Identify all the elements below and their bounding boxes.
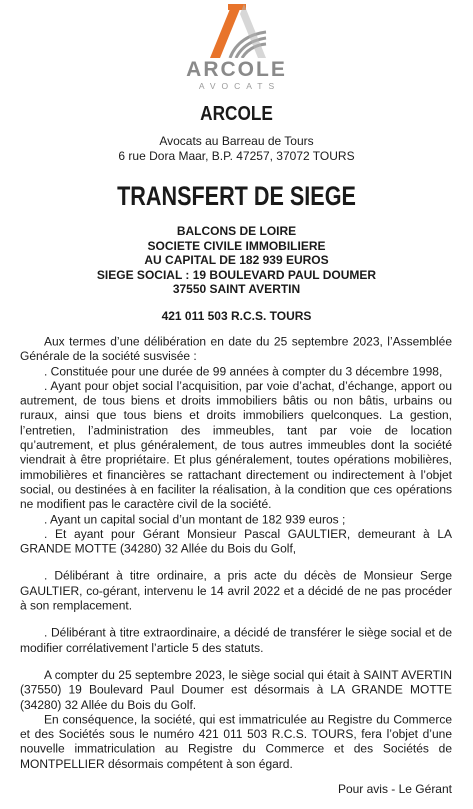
company-city: 37550 SAINT AVERTIN: [172, 282, 301, 296]
arcole-logo: [0, 2, 473, 91]
body-intro: Aux termes d’une délibération en date du 25 septembre 2023, l’Assemblée Générale de la société susvisée :: [20, 335, 452, 364]
signature: Pour avis - Le Gérant: [337, 782, 452, 796]
company-name: BALCONS DE LOIRE: [176, 224, 297, 238]
company-capital: AU CAPITAL DE 182 939 EUROS: [144, 253, 329, 267]
firm-line-bar: Avocats au Barreau de Tours: [159, 134, 314, 148]
body-ordinary: . Délibérant à titre ordinaire, a pris acte du décès de Monsieur Serge GAULTIER, co-gérant, intervenu le 14 avril 2022 et a décidé de ne pas procéder à son remplacement.: [20, 569, 452, 613]
notice-body: [20, 335, 452, 772]
firm-name: ARCOLE: [200, 103, 273, 125]
body-consequence: En conséquence, la société, qui est immatriculée au Registre du Commerce et des Sociétés sous le numéro 421 011 503 R.C.S. TOURS, fera l’objet d’une nouvelle immatriculation au Registre du Commerce et des Sociétés de MONTPELLIER désormais compétent à son égard.: [20, 712, 452, 771]
company-seat: SIEGE SOCIAL : 19 BOULEVARD PAUL DOUMER: [96, 267, 377, 282]
firm-address-block: [0, 134, 473, 163]
body-extraordinary: . Délibérant à titre extraordinaire, a décidé de transférer le siège social et de modifier corrélativement l’article 5 des statuts.: [20, 626, 452, 655]
body-duration: . Constituée pour une durée de 99 années à compter du 3 décembre 1998,: [44, 364, 443, 379]
logo-tagline: AVOCATS: [198, 81, 281, 91]
body-manager: . Et ayant pour Gérant Monsieur Pascal GAULTIER, demeurant à LA GRANDE MOTTE (34280) 32 Allée du Bois du Golf,: [20, 527, 452, 556]
body-transfer: A compter du 25 septembre 2023, le siège social qui était à SAINT AVERTIN (37550) 19 Boulevard Paul Doumer est désormais à LA GRANDE MOTTE (34280) 32 Allée du Bois du Golf.: [20, 668, 452, 712]
body-object: . Ayant pour objet social l’acquisition, par voie d’achat, d’échange, apport ou autrement, de tous biens et droits immobiliers bâtis ou non bâtis, urbains ou ruraux, ainsi que tous biens et droits immobiliers quelconques. La gestion, l’entretien, l’administration des immeubles, tant par voie de location qu’autrement, et plus généralement, de tous autres immeubles dont la société viendrait à être propriétaire. Et plus généralement, toutes opérations mobilières, immobilières et financières se rattachant directement ou indirectement à l’objet social, ou destinées à en faciliter la réalisation, à la condition que ces opérations ne modifient pas le caractère civil de la société.: [20, 379, 452, 512]
body-capital: . Ayant un capital social d’un montant de 182 939 euros ;: [44, 512, 346, 527]
company-form: SOCIETE CIVILE IMMOBILIERE: [147, 238, 326, 253]
logo-brand: ARCOLE: [186, 58, 287, 81]
company-block: [0, 224, 473, 297]
notice-title: TRANSFERT DE SIEGE: [117, 181, 356, 211]
company-rcs: 421 011 503 R.C.S. TOURS: [161, 309, 312, 323]
arcole-logo-icon: [206, 2, 268, 58]
firm-line-address: 6 rue Dora Maar, B.P. 47257, 37072 TOURS: [118, 148, 355, 163]
